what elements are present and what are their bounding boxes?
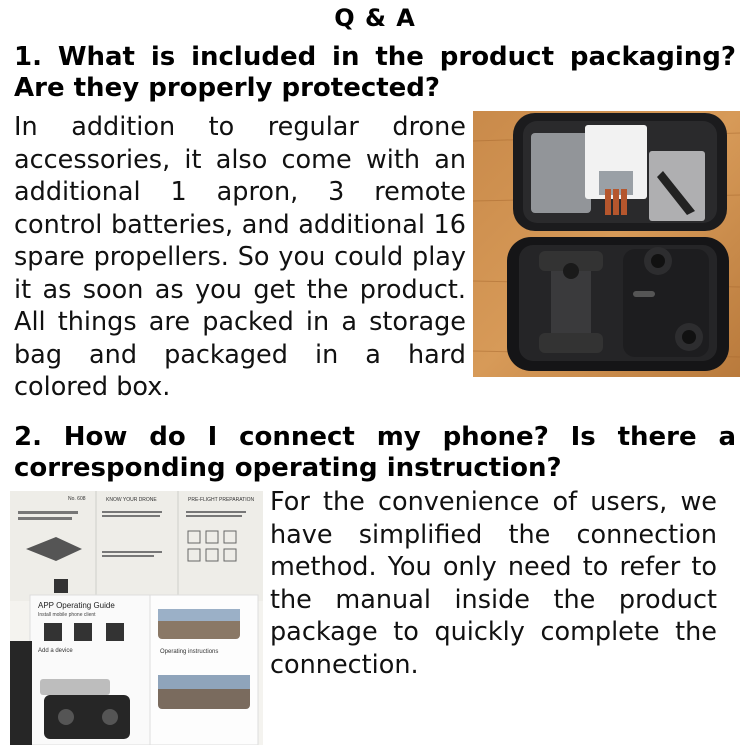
answer-1: In addition to regular drone accessories, it also come with an additional 1 apron, 3 remote control batteries, and additional 16 spare propellers. So you could play it as soon as you get the product. All things are packed in a storage bag and packaged in a hard colored box. xyxy=(14,112,466,402)
manual-know-heading: KNOW YOUR DRONE xyxy=(106,497,157,503)
question-1: 1. What is included in the product packaging? Are they properly protected? xyxy=(14,42,736,103)
manual-page1-code: No. 608 xyxy=(68,496,86,502)
answer-2: For the convenience of users, we have simplified the connection method. You only need to refer to the manual inside the product package to quickly complete the connection. xyxy=(270,487,717,680)
question-2: 2. How do I connect my phone? Is there a corresponding operating instruction? xyxy=(14,422,736,483)
page-title: Q & A xyxy=(334,4,416,32)
manual-photo xyxy=(10,491,263,745)
manual-operating-instructions: Operating instructions xyxy=(160,649,219,655)
drone-case-photo xyxy=(473,111,740,377)
manual-app-guide-title: APP Operating Guide xyxy=(38,601,115,610)
manual-install-line: Install mobile phone client xyxy=(38,612,96,618)
manual-preflight-heading: PRE-FLIGHT PREPARATION xyxy=(188,497,255,503)
manual-add-device: Add a device xyxy=(38,648,73,654)
